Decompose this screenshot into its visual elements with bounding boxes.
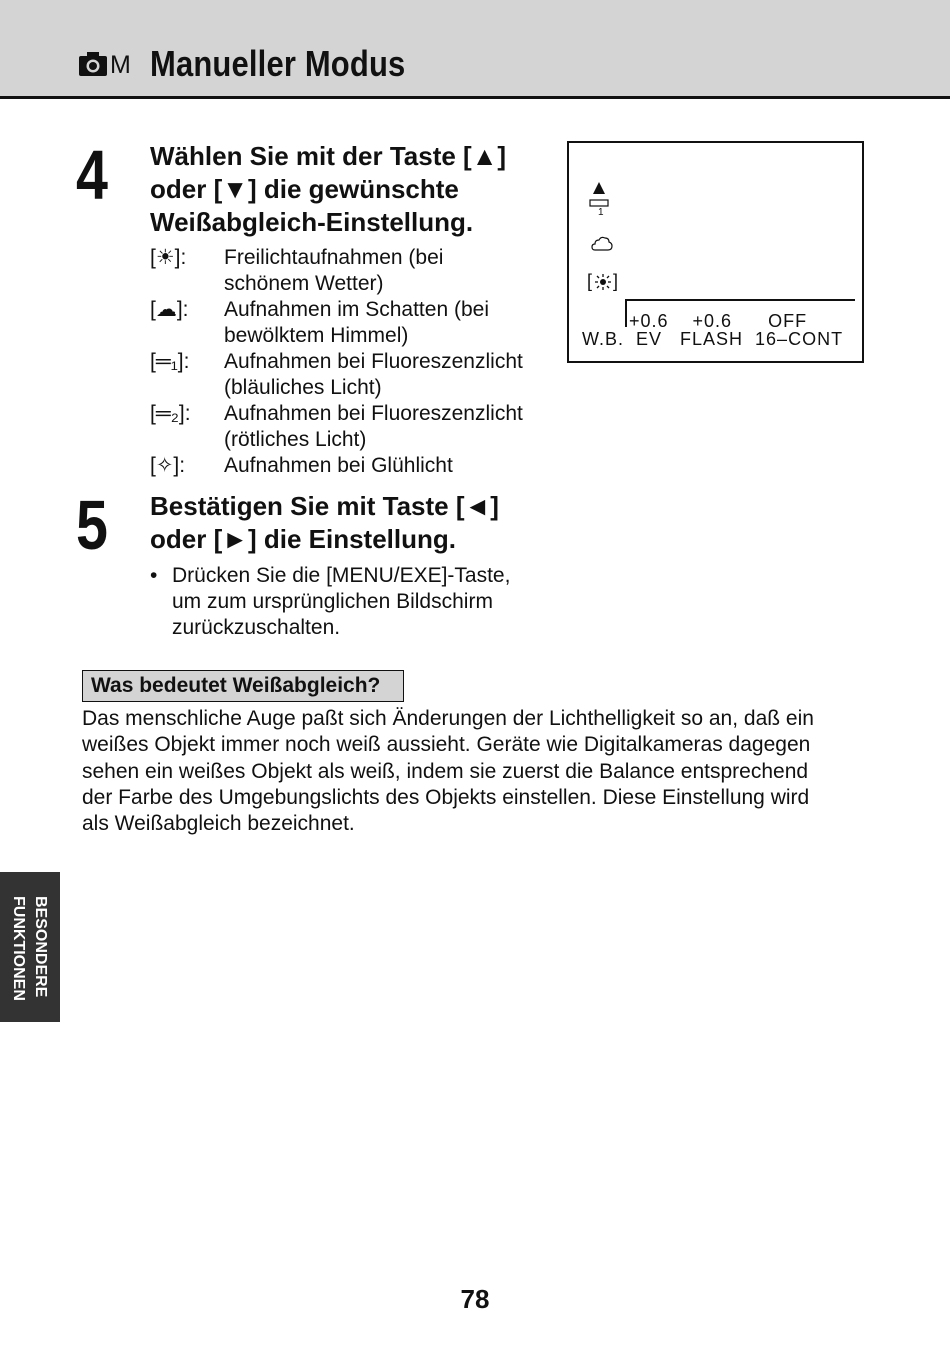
fluorescent-1-icon	[589, 199, 609, 207]
info-paragraph	[82, 706, 814, 837]
fluorescent-2-icon: [═₂]:	[150, 402, 191, 425]
selected-bracket-left: [	[587, 271, 594, 291]
step-5-title	[150, 490, 499, 556]
option-text: Aufnahmen bei Glühlicht	[224, 454, 453, 477]
info-line: Das menschliche Auge paßt sich Änderungen der Lichthelligkeit so an, daß ein	[82, 707, 814, 730]
info-line: als Weißabgleich bezeichnet.	[82, 812, 355, 836]
page-title: Manueller Modus	[150, 43, 406, 84]
lcd-labels-row: W.B. EV FLASH 16–CONT	[582, 329, 844, 349]
step-number-5: 5	[76, 486, 108, 564]
lcd-divider	[625, 299, 627, 327]
page-number: 78	[460, 1284, 490, 1314]
cloud-icon	[591, 235, 613, 253]
option-text: (rötliches Licht)	[224, 428, 367, 451]
lcd-divider	[625, 299, 855, 301]
selected-bracket-right: ]	[613, 271, 620, 291]
option-description	[224, 245, 443, 297]
side-tab-line-1: BESONDERE	[32, 896, 49, 998]
option-text: (bläuliches Licht)	[224, 376, 382, 399]
info-heading: Was bedeutet Weißabgleich?	[82, 670, 404, 702]
arrow-up-icon	[591, 181, 607, 195]
step-4-title-line: Wählen Sie mit der Taste [▲]	[150, 141, 507, 171]
step-number-4: 4	[76, 136, 108, 214]
bullet-line: Drücken Sie die [MENU/EXE]-Taste,	[172, 564, 511, 587]
option-text: Aufnahmen bei Fluoreszenzlicht	[224, 350, 523, 373]
info-line: sehen ein weißes Objekt als weiß, indem sie zuerst die Balance entsprechend	[82, 759, 809, 783]
page-header	[0, 0, 950, 99]
sun-icon	[595, 274, 611, 290]
option-description	[224, 297, 489, 349]
fluor-number: 1	[598, 207, 605, 218]
option-text: Freilichtaufnahmen (bei	[224, 246, 444, 269]
step-5-title-line: Bestätigen Sie mit Taste [◄]	[150, 491, 499, 521]
section-side-tab	[0, 872, 60, 1022]
option-text: bewölktem Himmel)	[224, 324, 409, 347]
step-5-bullet-text	[172, 563, 510, 641]
option-description	[224, 453, 453, 479]
camera-icon	[78, 50, 108, 83]
mode-label: M	[110, 51, 131, 79]
bullet-line: um zum ursprünglichen Bildschirm	[172, 590, 493, 613]
option-description	[224, 401, 523, 453]
lcd-values-row: +0.6 +0.6 OFF	[629, 311, 808, 331]
option-text: Aufnahmen bei Fluoreszenzlicht	[224, 402, 523, 425]
option-text: Aufnahmen im Schatten (bei	[224, 298, 489, 321]
info-line: der Farbe des Umgebungslichts des Objekts einstellen. Diese Einstellung wird	[82, 785, 810, 809]
lcd-screen	[567, 141, 864, 363]
option-text: schönem Wetter)	[224, 272, 384, 295]
cloud-icon: [☁]:	[150, 298, 189, 321]
fluorescent-1-icon: [═₁]:	[150, 350, 190, 373]
step-4-title-line: Weißabgleich-Einstellung.	[150, 207, 474, 237]
step-4-title-line: oder [▼] die gewünschte	[150, 174, 459, 204]
bullet-line: zurückzuschalten.	[172, 616, 341, 639]
bullet-icon: •	[150, 564, 158, 587]
bulb-icon: [✧]:	[150, 454, 186, 477]
option-description	[224, 349, 523, 401]
side-tab-line-2: FUNKTIONEN	[10, 896, 27, 1001]
sun-icon: [☀]:	[150, 246, 187, 269]
step-4-title	[150, 140, 506, 239]
info-line: weißes Objekt immer noch weiß aussieht. Geräte wie Digitalkameras dagegen	[82, 733, 811, 757]
step-5-title-line: oder [►] die Einstellung.	[150, 524, 456, 554]
